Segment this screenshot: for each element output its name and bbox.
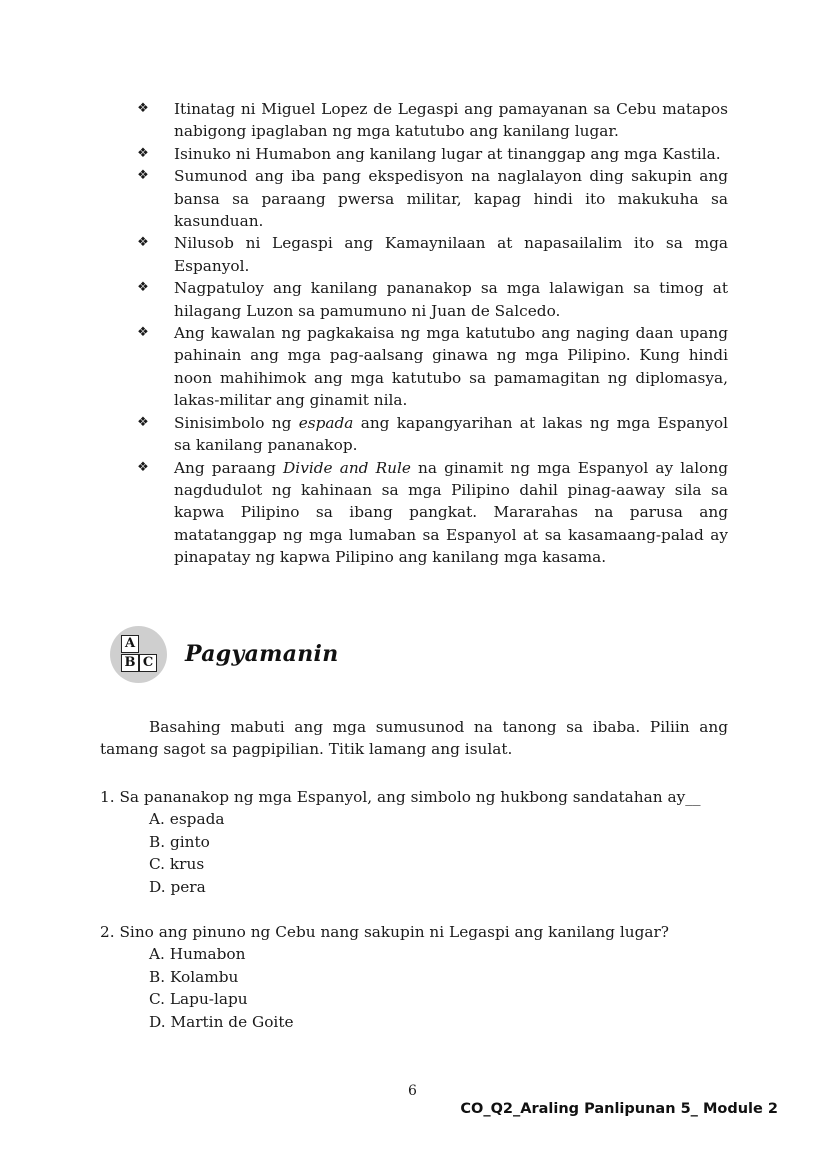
answer-options xyxy=(100,943,740,1033)
section-header xyxy=(110,625,339,683)
diamond-bullet-icon: ❖ xyxy=(137,101,149,116)
question-text: 1. Sa pananakop ng mga Espanyol, ang simbolo ng hukbong sandatahan ay__ xyxy=(100,788,701,806)
italic-term: espada xyxy=(298,413,354,432)
option-a: A. Humabon xyxy=(149,945,246,964)
abc-blocks-icon xyxy=(110,626,167,683)
module-code-footer: CO_Q2_Araling Panlipunan 5_ Module 2 xyxy=(460,1101,778,1117)
bullet-item: ❖ Nilusob ni Legaspi ang Kamaynilaan at napasailalim ito sa mga Espanyol. xyxy=(135,232,728,277)
bullet-item: ❖ Isinuko ni Humabon ang kanilang lugar at tinanggap ang mga Kastila. xyxy=(135,143,728,165)
option-d: D. Martin de Goite xyxy=(149,1012,294,1031)
bullet-item: ❖ Ang kawalan ng pagkakaisa ng mga katutubo ang naging daan upang pahinain ang mga pag-aalsang ginawa ng mga Pilipino. Kung hindi noon mahihimok ang mga katutubo sa pamamagitan ng diplomasya, lakas-militar ang ginamit nila. xyxy=(135,322,728,412)
block-b: B xyxy=(121,654,139,672)
answer-options xyxy=(100,808,740,898)
diamond-bullet-icon: ❖ xyxy=(137,280,149,296)
diamond-bullet-icon: ❖ xyxy=(137,325,149,341)
question-1 xyxy=(100,786,740,898)
diamond-bullet-icon: ❖ xyxy=(137,414,149,430)
block-a: A xyxy=(121,635,139,653)
bullet-item: ❖ Ang paraang Divide and Rule na ginamit ng mga Espanyol ay lalong nagdudulot ng kahinaan sa mga Pilipino dahil pinag-aaway sila sa kapwa Pilipino sa ibang pangkat. Mararahas na parusa ang matatanggap ng mga lumaban sa Espanyol at sa kasamaang-palad ay pinapatay ng kapwa Pilipino ang kanilang mga kasama. xyxy=(135,457,728,569)
diamond-bullet-icon: ❖ xyxy=(137,168,149,184)
option-b: B. ginto xyxy=(149,832,210,851)
page-number: 6 xyxy=(408,1083,417,1099)
diamond-bullet-icon: ❖ xyxy=(137,459,149,475)
bullet-item: ❖ Itinatag ni Miguel Lopez de Legaspi ang pamayanan sa Cebu matapos nabigong ipaglaban ng mga katutubo ang kanilang lugar. xyxy=(135,98,728,143)
bullet-item: ❖ Sinisimbolo ng espada ang kapangyarihan at lakas ng mga Espanyol sa kanilang pananakop. xyxy=(135,412,728,457)
instructions: Basahing mabuti ang mga sumusunod na tanong sa ibaba. Piliin ang tamang sagot sa pagpipilian. Titik lamang ang isulat. xyxy=(100,718,728,759)
question-2 xyxy=(100,921,740,1033)
block-c: C xyxy=(139,654,157,672)
option-d: D. pera xyxy=(149,877,206,896)
option-b: B. Kolambu xyxy=(149,967,239,986)
option-a: A. espada xyxy=(149,810,225,829)
section-title: Pagyamanin xyxy=(185,641,339,667)
option-c: C. krus xyxy=(149,855,205,874)
italic-term: Divide and Rule xyxy=(283,458,411,477)
diamond-bullet-icon: ❖ xyxy=(137,145,149,161)
question-text: 2. Sino ang pinuno ng Cebu nang sakupin ni Legaspi ang kanilang lugar? xyxy=(100,923,670,941)
bullet-item: ❖ Nagpatuloy ang kanilang pananakop sa mga lalawigan sa timog at hilagang Luzon sa pamumuno ni Juan de Salcedo. xyxy=(135,277,728,322)
bullet-item: ❖ Sumunod ang iba pang ekspedisyon na naglalayon ding sakupin ang bansa sa paraang pwersa militar, kapag hindi ito makukuha sa kasunduan. xyxy=(135,165,728,232)
diamond-bullet-icon: ❖ xyxy=(137,235,149,251)
option-c: C. Lapu-lapu xyxy=(149,990,248,1009)
summary-bullet-list xyxy=(135,98,728,569)
